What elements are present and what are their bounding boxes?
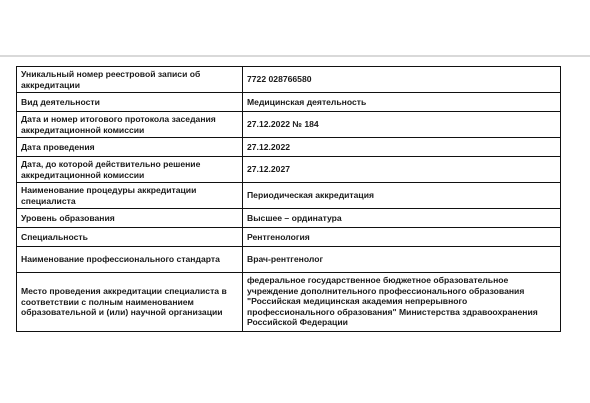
row-value: 27.12.2022 № 184: [243, 112, 561, 138]
top-divider: [0, 55, 590, 57]
row-value: федеральное государственное бюджетное образовательное учреждение дополнительного профессионального образования "Российская медицинская академия непрерывного профессионального образования" Министерства здравоохранения Российской Федерации: [243, 273, 561, 332]
row-label: Наименование профессионального стандарта: [17, 247, 243, 273]
row-label: Дата проведения: [17, 138, 243, 157]
row-value: 27.12.2022: [243, 138, 561, 157]
accreditation-table: [16, 66, 561, 332]
table-row: [17, 157, 561, 183]
table-row: [17, 209, 561, 228]
top-margin: [0, 0, 590, 56]
table-row: [17, 183, 561, 209]
row-label: Дата и номер итогового протокола заседания аккредитационной комиссии: [17, 112, 243, 138]
row-label: Специальность: [17, 228, 243, 247]
row-label: Уровень образования: [17, 209, 243, 228]
row-label: Наименование процедуры аккредитации специалиста: [17, 183, 243, 209]
row-label: Место проведения аккредитации специалиста в соответствии с полным наименованием образовательной и (или) научной организации: [17, 273, 243, 332]
row-value: Медицинская деятельность: [243, 93, 561, 112]
table-row: [17, 138, 561, 157]
row-value: Врач-рентгенолог: [243, 247, 561, 273]
table-row: [17, 67, 561, 93]
row-label: Уникальный номер реестровой записи об аккредитации: [17, 67, 243, 93]
row-value: Рентгенология: [243, 228, 561, 247]
table-row: [17, 247, 561, 273]
row-label: Вид деятельности: [17, 93, 243, 112]
row-value: Периодическая аккредитация: [243, 183, 561, 209]
row-value: 7722 028766580: [243, 67, 561, 93]
row-value: Высшее – ординатура: [243, 209, 561, 228]
row-value: 27.12.2027: [243, 157, 561, 183]
table-row: [17, 228, 561, 247]
table-row: [17, 112, 561, 138]
row-label: Дата, до которой действительно решение аккредитационной комиссии: [17, 157, 243, 183]
table-row: [17, 273, 561, 332]
table-row: [17, 93, 561, 112]
